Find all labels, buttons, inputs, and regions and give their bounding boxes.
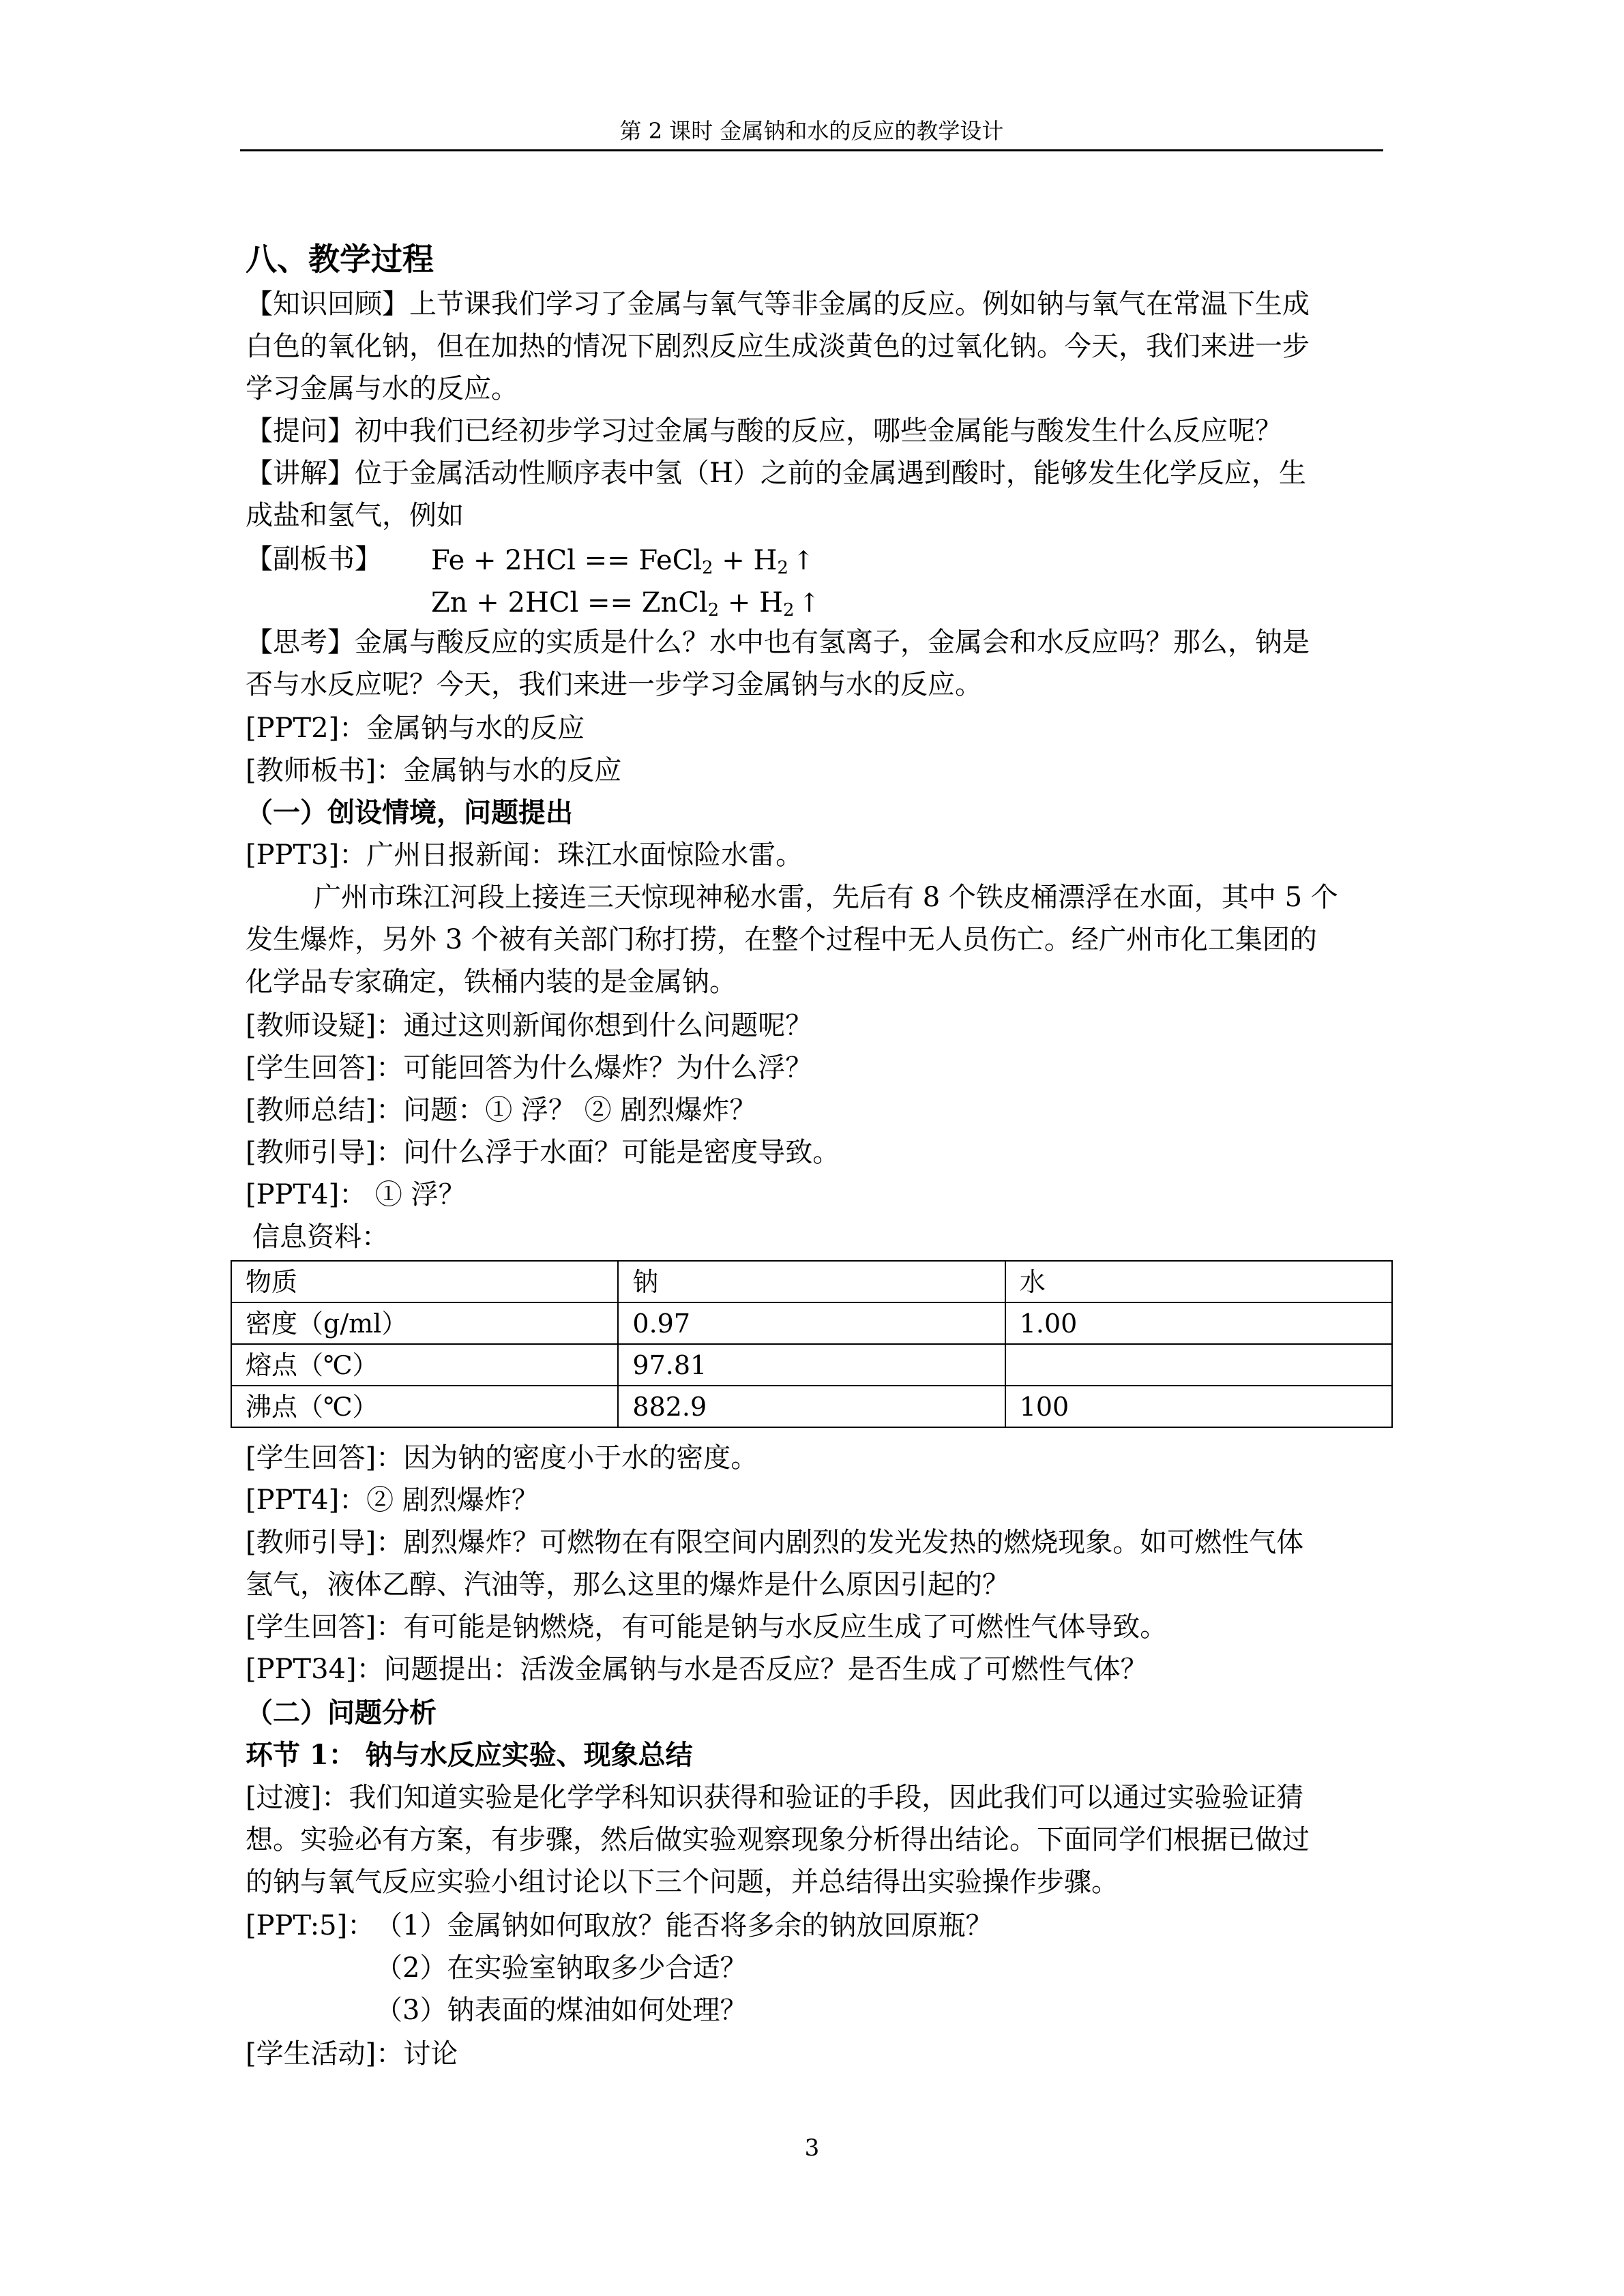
equation-fe-lhs: Fe + 2HCl == FeCl bbox=[431, 545, 703, 576]
equation-zn bbox=[431, 584, 820, 622]
equation-zn-sub: 2 bbox=[707, 600, 720, 621]
equation-fe-mid: + H bbox=[713, 545, 778, 576]
transition-line: [过渡]：我们知道实验是化学学科知识获得和验证的手段，因此我们可以通过实验验证猜 bbox=[246, 1782, 1304, 1813]
step-heading: 环节 1： 钠与水反应实验、现象总结 bbox=[246, 1739, 693, 1771]
question-line: 【提问】初中我们已经初步学习过金属与酸的反应，哪些金属能与酸发生什么反应呢？ bbox=[246, 415, 1282, 447]
dialogue-line: 氢气，液体乙醇、汽油等，那么这里的爆炸是什么原因引起的？ bbox=[246, 1569, 1009, 1600]
gas-arrow-icon: ↑ bbox=[798, 588, 821, 618]
gas-arrow-icon: ↑ bbox=[792, 546, 814, 576]
dialogue-line: [学生回答]：因为钠的密度小于水的密度。 bbox=[246, 1442, 758, 1474]
table-cell: 物质 bbox=[231, 1261, 618, 1302]
equation-fe bbox=[431, 541, 814, 580]
recall-line: 学习金属与水的反应。 bbox=[246, 373, 518, 404]
ppt5-item: （3）钠表面的煤油如何处理？ bbox=[375, 1995, 748, 2026]
student-activity-line: [学生活动]：讨论 bbox=[246, 2038, 458, 2070]
recall-line: 【知识回顾】上节课我们学习了金属与氧气等非金属的反应。例如钠与氧气在常温下生成 bbox=[246, 288, 1310, 320]
equation-fe-sub: 2 bbox=[777, 558, 788, 578]
equation-zn-mid: + H bbox=[719, 587, 784, 618]
table-row bbox=[231, 1344, 1392, 1386]
think-line: 【思考】金属与酸反应的实质是什么？水中也有氢离子，金属会和水反应吗？那么，钠是 bbox=[246, 627, 1310, 658]
ppt3-line: [PPT3]：广州日报新闻：珠江水面惊险水雷。 bbox=[246, 839, 803, 871]
subsection-heading: （二）问题分析 bbox=[246, 1697, 437, 1729]
table-cell: 1.00 bbox=[1005, 1302, 1392, 1344]
board-label: 【副板书】 bbox=[246, 543, 382, 575]
table-cell: 0.97 bbox=[618, 1302, 1005, 1344]
dialogue-line: [PPT4]：② 剧烈爆炸？ bbox=[246, 1485, 539, 1516]
table-cell bbox=[1005, 1344, 1392, 1386]
dialogue-line: [学生回答]：可能回答为什么爆炸？为什么浮？ bbox=[246, 1052, 813, 1084]
dialogue-line: [PPT34]：问题提出：活泼金属钠与水是否反应？是否生成了可燃性气体？ bbox=[246, 1654, 1148, 1685]
news-paragraph-line: 化学品专家确定，铁桶内装的是金属钠。 bbox=[246, 966, 737, 998]
news-paragraph-line: 广州市珠江河段上接连三天惊现神秘水雷，先后有 8 个铁皮桶漂浮在水面，其中 5 个 bbox=[314, 882, 1338, 913]
explain-line: 【讲解】位于金属活动性顺序表中氢（H）之前的金属遇到酸时，能够发生化学反应，生 bbox=[246, 458, 1306, 489]
dialogue-line: [PPT4]： ① 浮？ bbox=[246, 1179, 466, 1210]
teacher-board-line: [教师板书]：金属钠与水的反应 bbox=[246, 755, 622, 786]
info-label: 信息资料： bbox=[252, 1221, 389, 1253]
table-cell: 100 bbox=[1005, 1386, 1392, 1427]
transition-line: 想。实验必有方案，有步骤，然后做实验观察现象分析得出结论。下面同学们根据已做过 bbox=[246, 1824, 1310, 1855]
table-row bbox=[231, 1261, 1392, 1302]
table-cell: 沸点（℃） bbox=[231, 1386, 618, 1427]
ppt2-line: [PPT2]：金属钠与水的反应 bbox=[246, 713, 585, 744]
dialogue-line: [教师总结]：问题：① 浮？ ② 剧烈爆炸？ bbox=[246, 1094, 757, 1126]
dialogue-line: [教师引导]：问什么浮于水面？可能是密度导致。 bbox=[246, 1137, 840, 1168]
property-table bbox=[231, 1260, 1393, 1428]
table-row bbox=[231, 1386, 1392, 1427]
dialogue-line: [学生回答]：有可能是钠燃烧，有可能是钠与水反应生成了可燃性气体导致。 bbox=[246, 1611, 1168, 1643]
table-cell: 密度（g/ml） bbox=[231, 1302, 618, 1344]
section-heading: 八、教学过程 bbox=[246, 241, 434, 278]
table-cell: 97.81 bbox=[618, 1344, 1005, 1386]
page-number: 3 bbox=[804, 2134, 820, 2162]
news-paragraph-line: 发生爆炸，另外 3 个被有关部门称打捞，在整个过程中无人员伤亡。经广州市化工集团的 bbox=[246, 924, 1317, 955]
think-line: 否与水反应呢？今天，我们来进一步学习金属钠与水的反应。 bbox=[246, 669, 982, 700]
equation-zn-lhs: Zn + 2HCl == ZnCl bbox=[431, 587, 708, 618]
transition-line: 的钠与氧气反应实验小组讨论以下三个问题，并总结得出实验操作步骤。 bbox=[246, 1866, 1119, 1898]
dialogue-line: [教师设疑]：通过这则新闻你想到什么问题呢？ bbox=[246, 1010, 813, 1041]
running-header: 第 2 课时 金属钠和水的反应的教学设计 bbox=[619, 118, 1004, 144]
table-row bbox=[231, 1302, 1392, 1344]
equation-zn-sub: 2 bbox=[783, 600, 795, 621]
ppt5-item: （1）金属钠如何取放？能否将多余的钠放回原瓶？ bbox=[375, 1910, 993, 1941]
recall-line: 白色的氧化钠，但在加热的情况下剧烈反应生成淡黄色的过氧化钠。今天，我们来进一步 bbox=[246, 331, 1310, 362]
table-cell: 水 bbox=[1005, 1261, 1392, 1302]
ppt5-item: （2）在实验室钠取多少合适？ bbox=[375, 1952, 748, 1984]
ppt5-label: [PPT:5]： bbox=[246, 1910, 375, 1941]
dialogue-line: [教师引导]：剧烈爆炸？可燃物在有限空间内剧烈的发光发热的燃烧现象。如可燃性气体 bbox=[246, 1527, 1304, 1558]
header-rule bbox=[240, 149, 1383, 151]
equation-fe-sub: 2 bbox=[702, 558, 713, 578]
table-cell: 钠 bbox=[618, 1261, 1005, 1302]
table-cell: 882.9 bbox=[618, 1386, 1005, 1427]
table-cell: 熔点（℃） bbox=[231, 1344, 618, 1386]
subsection-heading: （一）创设情境，问题提出 bbox=[246, 796, 573, 829]
explain-line: 成盐和氢气，例如 bbox=[246, 500, 464, 531]
